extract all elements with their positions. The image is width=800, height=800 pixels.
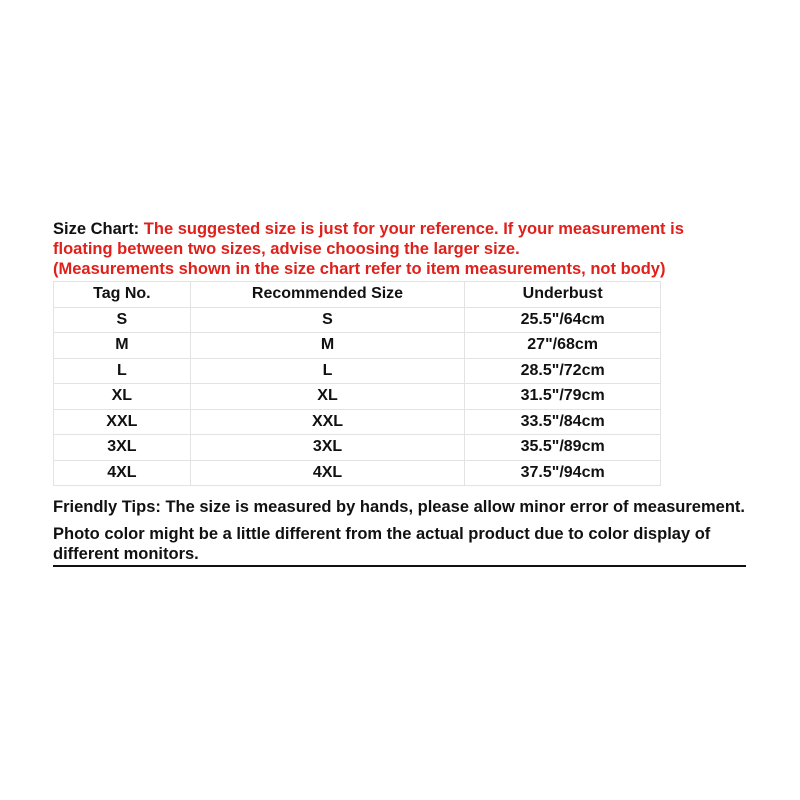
- table-header-row: [54, 282, 661, 308]
- underbust-cell: 25.5"/64cm: [465, 307, 661, 333]
- measurement-note: (Measurements shown in the size chart refer to item measurements, not body): [53, 260, 666, 278]
- recommended-size-cell: L: [190, 358, 465, 384]
- table-row: [54, 409, 661, 435]
- table-row: [54, 307, 661, 333]
- photo-color-note: Photo color might be a little different from the actual product due to color display of different monitors.: [53, 525, 711, 563]
- header-underbust: Underbust: [465, 282, 661, 308]
- recommended-size-cell: XL: [190, 384, 465, 410]
- table-row: [54, 384, 661, 410]
- table-row: [54, 460, 661, 486]
- tips-section: [53, 497, 746, 564]
- recommended-size-cell: M: [190, 333, 465, 359]
- tag-cell: S: [54, 307, 191, 333]
- bottom-divider: [53, 565, 746, 567]
- recommended-size-cell: S: [190, 307, 465, 333]
- size-suggestion-text: The suggested size is just for your reference. If your measurement is floating between two sizes, advise choosing the larger size.: [53, 220, 684, 258]
- header-recommended-size: Recommended Size: [190, 282, 465, 308]
- table-row: [54, 358, 661, 384]
- size-chart-sheet: [53, 219, 746, 567]
- recommended-size-cell: XXL: [190, 409, 465, 435]
- underbust-cell: 37.5"/94cm: [465, 460, 661, 486]
- underbust-cell: 28.5"/72cm: [465, 358, 661, 384]
- recommended-size-cell: 3XL: [190, 435, 465, 461]
- table-row: [54, 435, 661, 461]
- underbust-cell: 35.5"/89cm: [465, 435, 661, 461]
- underbust-cell: 33.5"/84cm: [465, 409, 661, 435]
- tag-cell: XL: [54, 384, 191, 410]
- size-chart-intro: [53, 219, 746, 279]
- tag-cell: 4XL: [54, 460, 191, 486]
- underbust-cell: 31.5"/79cm: [465, 384, 661, 410]
- table-row: [54, 333, 661, 359]
- tag-cell: XXL: [54, 409, 191, 435]
- tag-cell: L: [54, 358, 191, 384]
- tag-cell: 3XL: [54, 435, 191, 461]
- size-chart-label: Size Chart:: [53, 220, 144, 238]
- friendly-tips-text: Friendly Tips: The size is measured by hands, please allow minor error of measurement.: [53, 498, 745, 516]
- underbust-cell: 27"/68cm: [465, 333, 661, 359]
- recommended-size-cell: 4XL: [190, 460, 465, 486]
- header-tag-no: Tag No.: [54, 282, 191, 308]
- size-table: [53, 281, 661, 486]
- tag-cell: M: [54, 333, 191, 359]
